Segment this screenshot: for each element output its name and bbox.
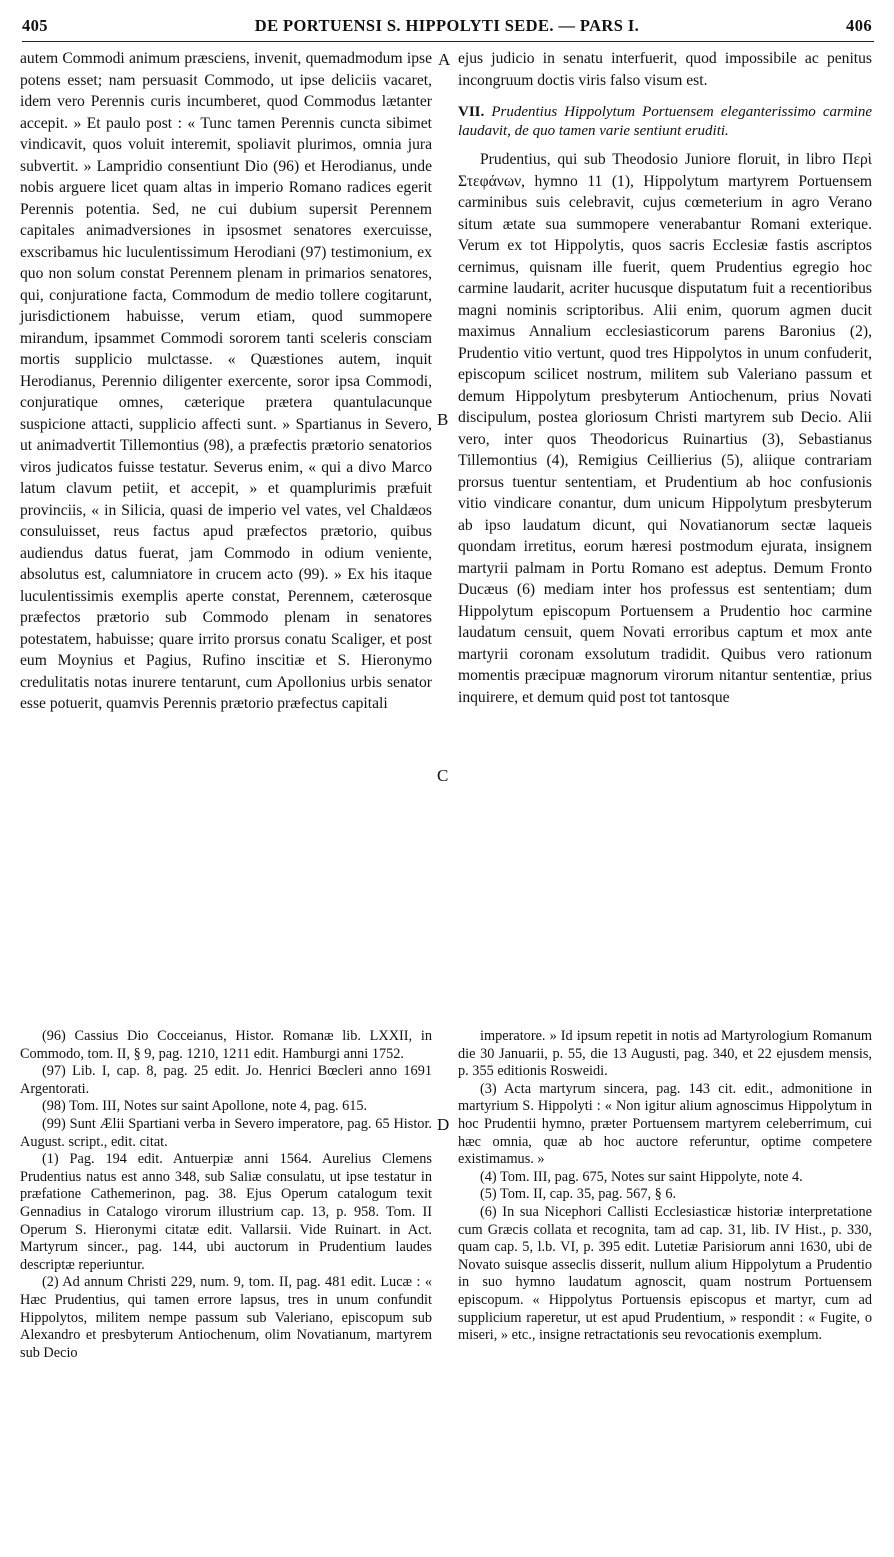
footnote: (3) Acta martyrum sincera, pag. 143 cit. edit., admonitione in martyrium S. Hippolyti : « Non igitur alium agnoscimus Hippolytum in hoc Prudentii hymno, præter Portuensem martyrem celeberrimum, cui hæc omnia, quæ ab hoc auctore referuntur, optime competere existimamus. » xyxy=(458,1080,872,1168)
margin-letter-d: D xyxy=(437,1115,450,1134)
margin-letter-c: C xyxy=(437,766,449,785)
section-number: VII. xyxy=(458,104,485,120)
running-title: DE PORTUENSI S. HIPPOLYTI SEDE. — PARS I. xyxy=(254,16,640,35)
paragraph: autem Commodi animum præsciens, invenit, quemadmodum ipse potens esset; nam persuasit Commodo, ut ipse deliciis vacaret, idem vero Perennis curis incumberet, quod Commodus lætanter accepit. » Et paulo post : « Tunc tamen Perennis cuncta sibimet vindicavit, quos voluit interemit, spoliavit plurimos, omnia jura subvertit. » Lampridio consentiunt Dio (96) et Herodianus, unde nobis arguere licet quam altas in imperio Romano radices egerit Perennis potentia. Sed, ne cui dubium supersit Perennem capitales animadversiones in ipsosmet senatores exercuisse, exscribamus hic luculentissimum Herodiani (97) testimonium, ex quo non solum constat Perennem plenam in primarios senatores, qui, conjuratione facta, Commodum de medio tollere cogitarunt, jurisdictionem habuisse, verum etiam, quod summopere mirandum, ipsammet Commodi sororem tanti sceleris consciam mortis supplicio mulctasse. « Quæstiones autem, inquit Herodianus, Perennio diligenter exercente, soror ipsa Commodi, conjuratique omnes, cæterique prætera quantulacunque suspicione attacti, supplicio affecti sunt. » Spartianus in Severo, ut animadvertit Tillemontius (98), a præfectis prætorio senatorios viros judicatos fuisse testatur. Severus enim, « qui a divo Marco latum clavum petiit, et accepit, » et quamplurimis præfuit provinciis, « in Silicia, quasi de imperio vel vates, vel Chaldæos consuluisset, reus factus apud præfectos prætorio, quibus audiendus datus fuerat, jam Commodo in odium veniente, absolutus est, calumniatore in crucem acto (99). » Ex his itaque luculentissimis exemplis aperte constat, Perennem, cæterosque præfectos prætorio sub Commodo plenam in senatores potestatem, habuisse; quare irrito prorsus conatu Scaliger, et post eum Moynius et Pagius, Rufino inscitiæ et S. Hieronymo credulitatis notas inurere tentarunt, cum Apollonius urbis senator esse potuerit, quamvis Perennis prætorio præfectus capitali xyxy=(20,50,432,712)
paragraph: Prudentius, qui sub Theodosio Juniore floruit, in libro Περὶ Στεφάνων, hymno 11 (1), Hippolytum martyrem Portuensem carminibus suis celebravit, cujus cœmeterium in agro Verano situm ætate sua summopere venerabantur Romani exterique. Verum ex tot Hippolytis, quos sacris Ecclesiæ fastis ascriptos cernimus, quisnam ille fuerit, quem Prudentius egregio hoc carmine laudarit, acriter hucusque disputatum fuit a recentioribus magni nominis scriptoribus. Alii enim, quorum agmen ducit maximus Annalium ecclesiasticorum parens Baronius (2), Prudentio vitio vertunt, quod tres Hippolytos in unum confuderit, episcopum scilicet nostrum, militem sub Valeriano passum et demum Hippolytum presbyterum Antiochenum, prius Novati discipulum, postea gloriosum Christi martyrem sub Decio. Alii vero, inter quos Theodoricus Ruinartius (3), Sebastianus Tillemontius (4), Remigius Ceillierius (5), aliique contrariam prorsus tuentur sententiam, et Prudentium ab hoc confusionis vitio vindicare conantur, dum unicum Hippolytum presbyterum ab ipso laudatum dicunt, qui Novatianorum sectæ laqueis quondam irretitus, eorum hæresi postmodum ejurata, insignem martyrii palmam in Portu Romano est adeptus. Demum Fronto Ducæus (6) mediam inter hos professus est sententiam; dum Hippolytum episcopum Portuensem a Prudentio hoc carmine laudatum censuit, quem Novati erroribus captum et mox ante martyrii coronam exsolutum tradidit. Quibus vero rationum momentis præcipuæ magnorum virorum nitantur sententiæ, prius inquirere, et demum quid post tot tantosque xyxy=(458,151,872,706)
main-text-left-column xyxy=(20,48,432,715)
footnote-continued: imperatore. » Id ipsum repetit in notis ad Martyrologium Romanum die 30 Januarii, p. 55, die 13 Augusti, pag. 340, et 22 ejusdem mensis, p. 355 editionis Rosweidi. xyxy=(458,1028,872,1080)
paragraph-continued: ejus judicio in senatu interfuerit, quod impossibile ac penitus incongruum doctis viris falso visum est. xyxy=(458,50,872,89)
margin-letter-b: B xyxy=(437,410,449,429)
section-heading xyxy=(458,103,872,141)
footnote: (96) Cassius Dio Cocceianus, Histor. Romanæ lib. LXXII, in Commodo, tom. II, § 9, pag. 1210, 1211 edit. Hamburgi anni 1752. xyxy=(20,1028,432,1062)
footnote: (4) Tom. III, pag. 675, Notes sur saint Hippolyte, note 4. xyxy=(480,1168,803,1185)
running-header xyxy=(22,14,872,40)
page-number-right: 406 xyxy=(846,16,872,35)
footnotes-left-column xyxy=(20,1028,432,1362)
page-number-left: 405 xyxy=(22,16,48,35)
header-rule xyxy=(22,41,874,42)
footnote: (2) Ad annum Christi 229, num. 9, tom. II, pag. 481 edit. Lucæ : « Hæc Prudentius, qui tamen errore lapsus, tres in unum confundit Hippolytos, militem nempe passum sub Valeriano, episcopum sub Alexandro et presbyterum Antiochenum, olim Novatianum, martyrem sub Decio xyxy=(20,1274,432,1361)
footnotes-right-column xyxy=(458,1028,872,1345)
footnote: (6) In sua Nicephori Callisti Ecclesiasticæ historiæ interpretatione cum Græcis collata et recognita, tam ad cap. 31, lib. IV Hist., p. 330, quam cap. 5, l.b. VI, p. 395 edit. Lutetiæ Parisiorum anni 1630, ubi de Novato suisque asseclis disserit, nullum alium Hippolytum a Prudentio in suo hymno laudatum agnoscit, quam nostrum Portuensem episcopum. « Hippolytus Portuensis episcopus et martyr, cum ad supplicium raperetur, ut est apud Prudentium, » respondit : « Fugite, o miseri, » etc., insigne retractationis seu revocationis exemplum. xyxy=(458,1203,872,1344)
section-heading-text: Prudentius Hippolytum Portuensem eleganterissimo carmine laudavit, de quo tamen varie sentiunt eruditi. xyxy=(458,104,873,139)
footnote: (99) Sunt Ælii Spartiani verba in Severo imperatore, pag. 65 Histor. August. script., edit. citat. xyxy=(20,1115,432,1150)
footnote: (5) Tom. II, cap. 35, pag. 567, § 6. xyxy=(480,1186,677,1203)
footnote: (1) Pag. 194 edit. Antuerpiæ anni 1564. Aurelius Clemens Prudentius natus est anno 348, sub Saliæ consulatu, ut ipse testatur in præfatione Cathemerinon, pag. 38. Ejus Operum catalogum texit Gennadius in Catalogo virorum illustrium cap. 13, p. 958. Tom. II Operum S. Hieronymi citatæ edit. Vallarsii. Vide Ruinart. in Act. Martyrum sincer., pag. 144, ubi auctorum in Prudentium laudes descriptæ reperiuntur. xyxy=(20,1151,432,1273)
margin-letter-a: A xyxy=(438,50,451,69)
footnote: (98) Tom. III, Notes sur saint Apollone, note 4, pag. 615. xyxy=(42,1098,368,1115)
main-text-right-column xyxy=(458,48,872,708)
footnote: (97) Lib. I, cap. 8, pag. 25 edit. Jo. Henrici Bœcleri anno 1691 Argentorati. xyxy=(20,1063,432,1097)
